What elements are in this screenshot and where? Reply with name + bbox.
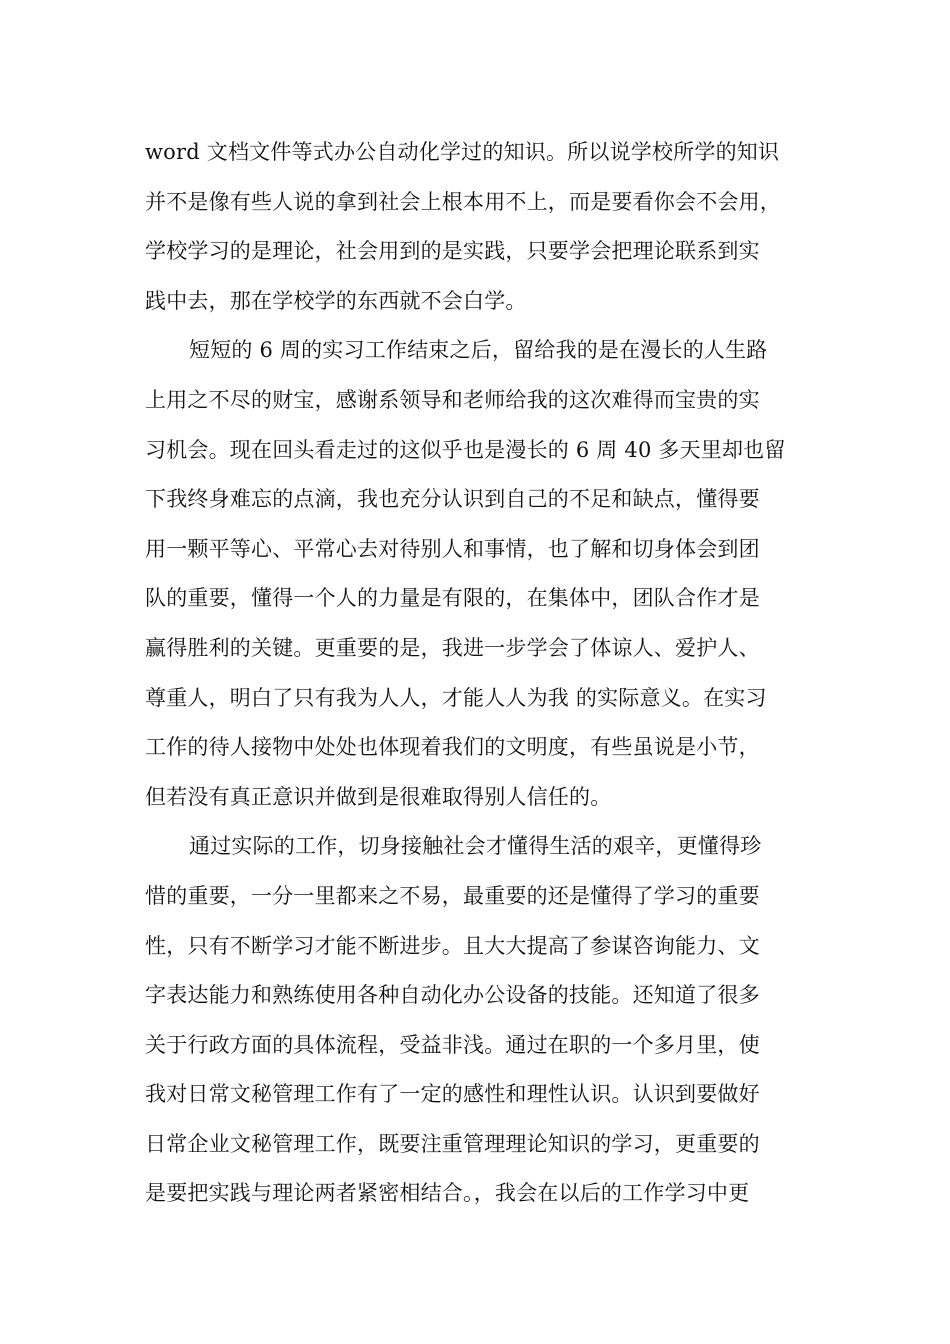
paragraph-first-line: 通过实际的工作，切身接触社会才懂得生活的艰辛，更懂得珍 [189,834,762,859]
paragraph-first-line: 短短的 6 周的实习工作结束之后，留给我的是在漫长的人生路 [189,338,768,363]
text-line: 工作的待人接物中处处也体现着我们的文明度，有些虽说是小节， [145,735,760,760]
text-line: word 文档文件等式办公自动化学过的知识。所以说学校所学的知识 [145,140,780,164]
text-line: 习机会。现在回头看走过的这似乎也是漫长的 6 周 40 多天里却也留 [145,437,786,462]
text-line: 上用之不尽的财宝，感谢系领导和老师给我的这次难得而宝贵的实 [145,387,760,412]
text-line: 字表达能力和熟练使用各种自动化办公设备的技能。还知道了很多 [145,983,760,1008]
text-line: 赢得胜利的关键。更重要的是，我进一步学会了体谅人、爱护人、 [145,635,760,660]
text-line: 践中去，那在学校学的东西就不会白学。 [145,288,527,313]
text-line: 惜的重要，一分一里都来之不易，最重要的还是懂得了学习的重要 [145,883,760,908]
text-line: 日常企业文秘管理工作，既要注重管理理论知识的学习，更重要的 [145,1131,760,1156]
text-line: 性，只有不断学习才能不断进步。且大大提高了参谋咨询能力、文 [145,933,760,958]
text-line: 学校学习的是理论，社会用到的是实践，只要学会把理论联系到实 [145,239,760,264]
text-line: 关于行政方面的具体流程，受益非浅。通过在职的一个多月里，使 [145,1032,760,1057]
text-line: 我对日常文秘管理工作有了一定的感性和理性认识。认识到要做好 [145,1082,760,1107]
text-line: 但若没有真正意识并做到是很难取得别人信任的。 [145,784,612,809]
text-line: 队的重要，懂得一个人的力量是有限的，在集体中，团队合作才是 [145,586,760,611]
text-line: 用一颗平等心、平常心去对待别人和事情，也了解和切身体会到团 [145,536,760,561]
text-line: 下我终身难忘的点滴，我也充分认识到自己的不足和缺点，懂得要 [145,487,760,512]
body-text [145,128,810,1219]
text-line: 尊重人，明白了只有我为人人，才能人人为我 的实际意义。在实习 [145,685,767,710]
text-line: 是要把实践与理论两者紧密相结合。，我会在以后的工作学习中更 [145,1181,750,1206]
text-line: 并不是像有些人说的拿到社会上根本用不上，而是要看你会不会用， [145,189,781,214]
